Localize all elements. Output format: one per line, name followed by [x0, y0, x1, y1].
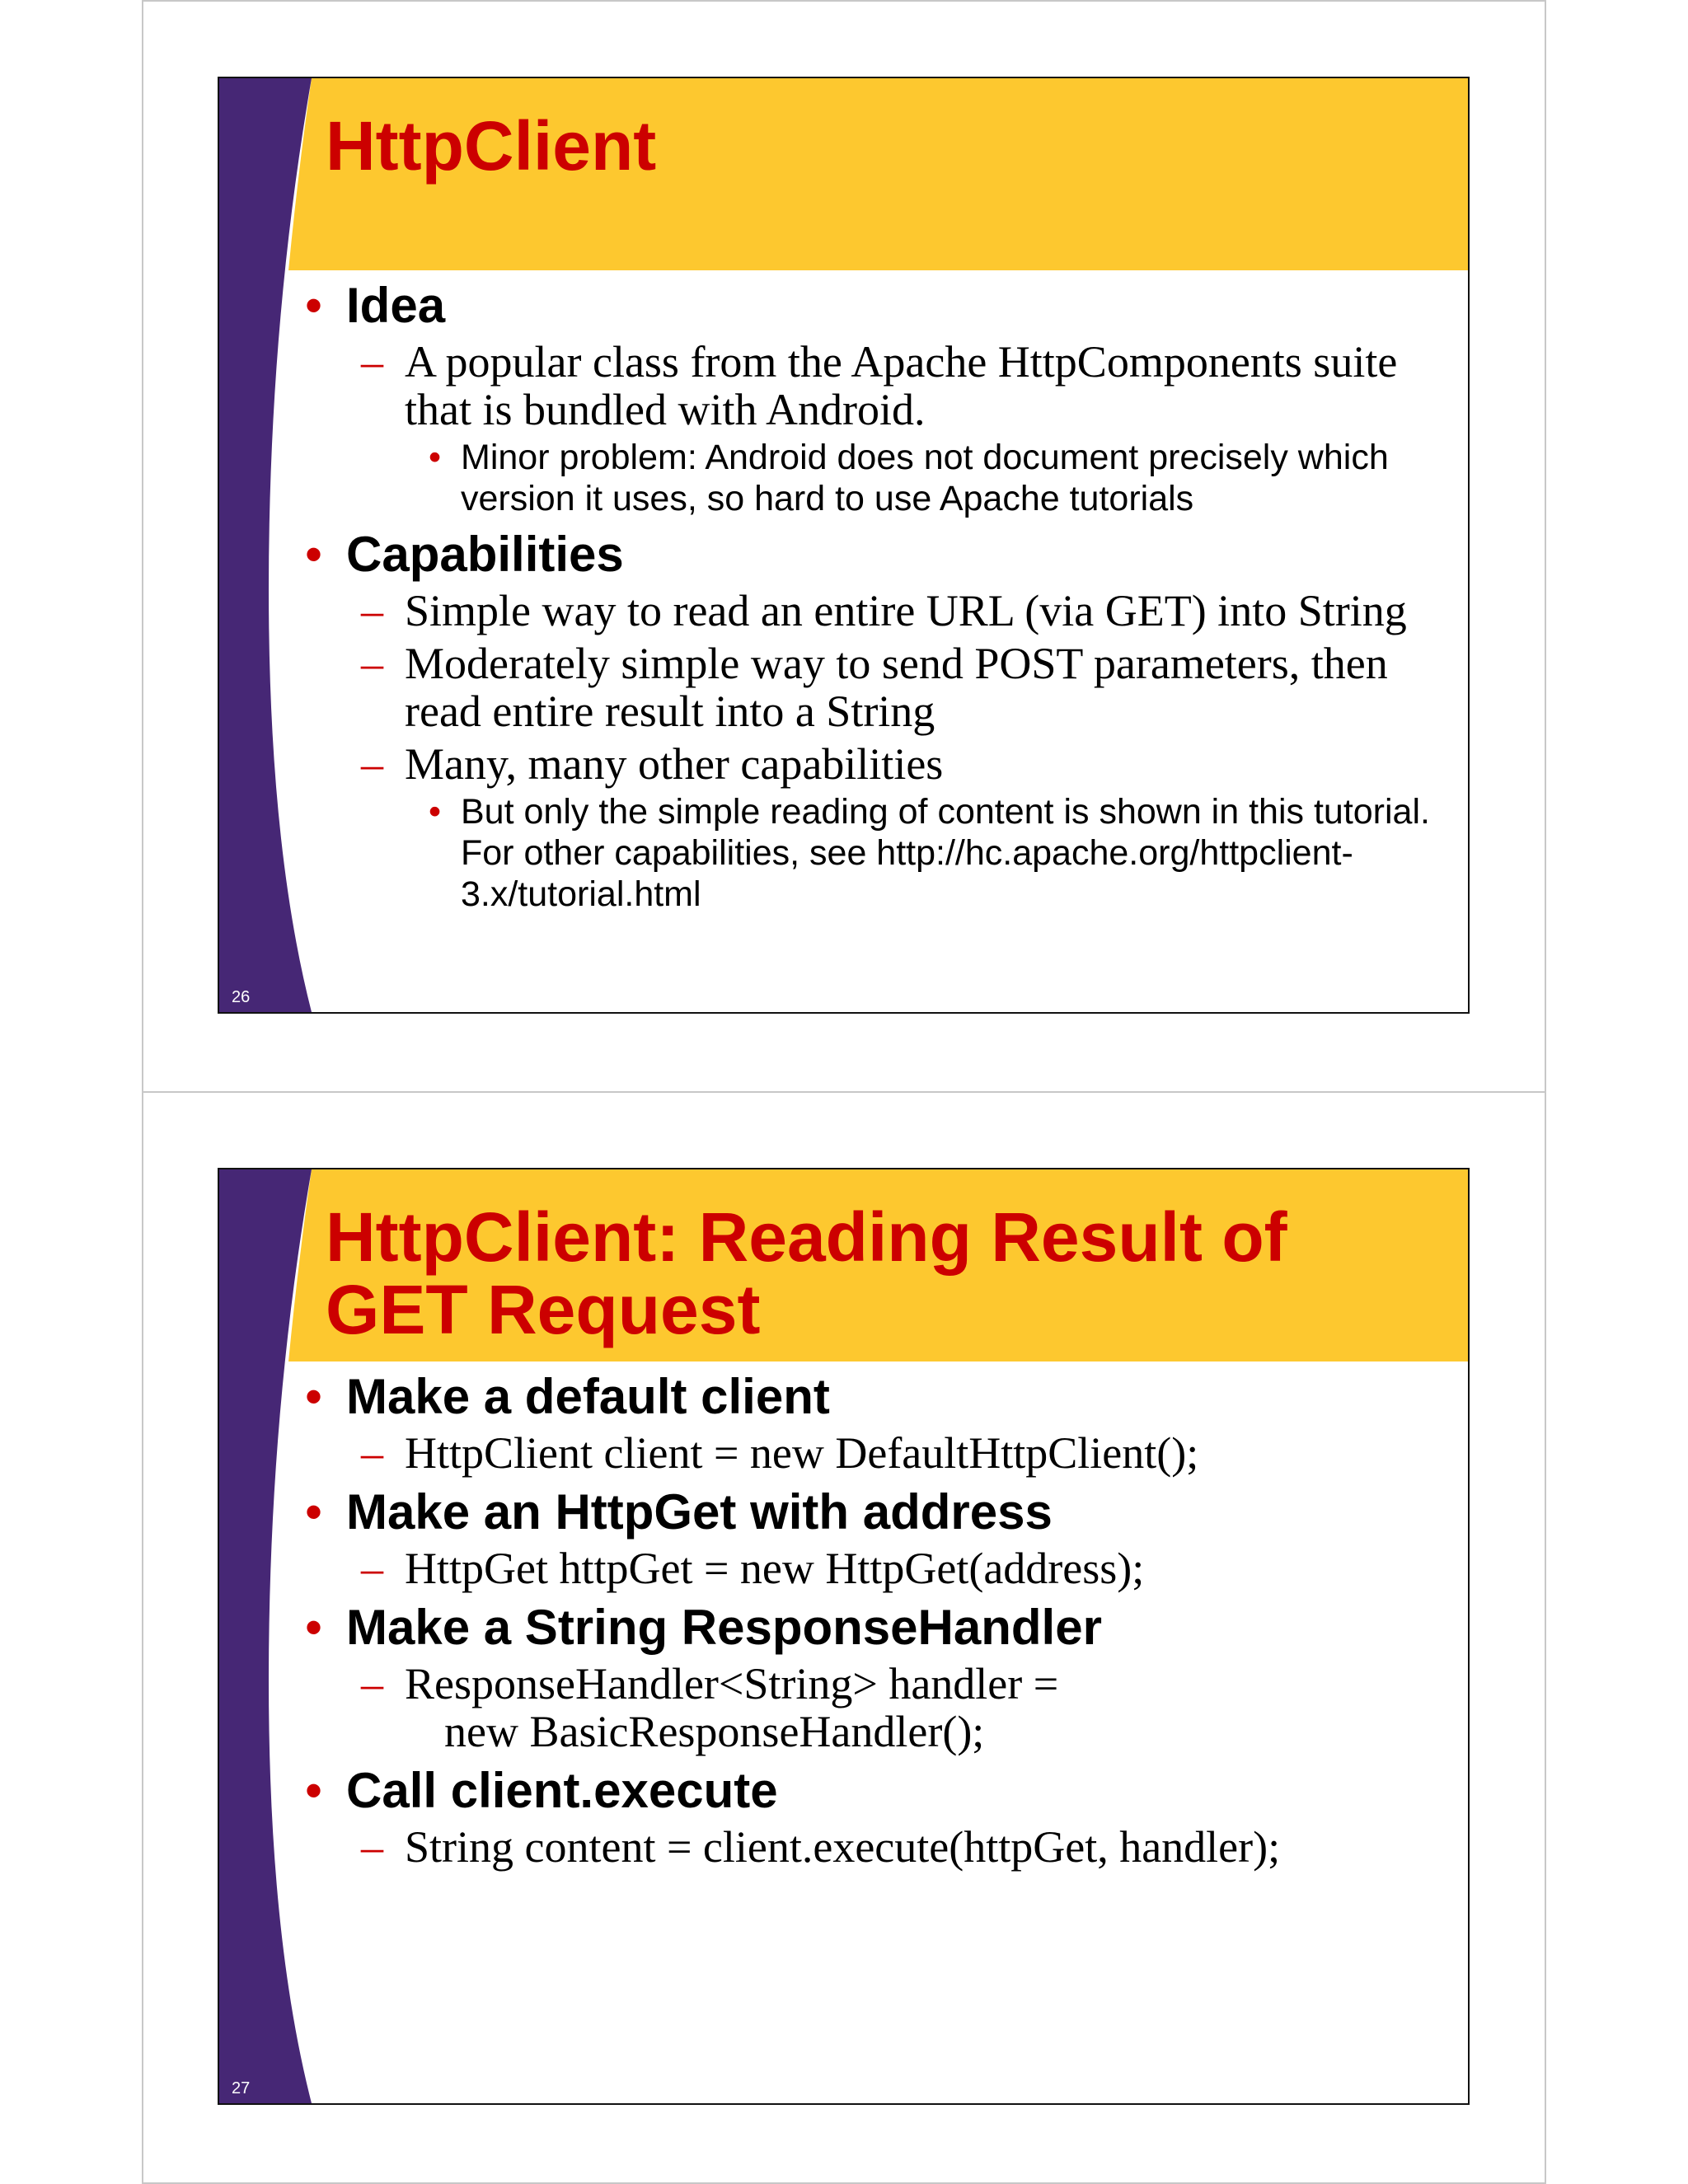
- code-continuation: new BasicResponseHandler();: [444, 1707, 985, 1756]
- dash-icon: –: [361, 639, 383, 688]
- sub-sub-bullet-text: Minor problem: Android does not document precisely which version it uses, so hard to use Apache tutorials: [461, 438, 1389, 518]
- code-line: [302, 1544, 1456, 1592]
- bullet-dot-icon: •: [305, 1763, 323, 1818]
- sub-bullet: [302, 338, 1456, 434]
- bullet-dot-icon: •: [429, 438, 442, 477]
- bullet-text: Make an HttpGet with address: [346, 1484, 1053, 1540]
- sub-sub-bullet: [302, 791, 1456, 915]
- sub-bullet-text: Many, many other capabilities: [405, 739, 944, 789]
- slide-title: HttpClient: [326, 107, 657, 185]
- sub-bullet: [302, 587, 1456, 635]
- bullet: [302, 1370, 1456, 1424]
- dash-icon: –: [361, 739, 383, 789]
- sub-sub-bullet: [302, 437, 1456, 519]
- dash-icon: –: [361, 1659, 383, 1708]
- bullet-text: Idea: [346, 278, 446, 333]
- code-text: HttpGet httpGet = new HttpGet(address);: [405, 1544, 1145, 1593]
- bullet-text: Make a String ResponseHandler: [346, 1600, 1102, 1655]
- slide: [218, 77, 1470, 1014]
- bullet-dot-icon: •: [305, 527, 323, 582]
- dash-icon: –: [361, 1544, 383, 1593]
- slide-body: [302, 1370, 1456, 1871]
- sub-bullet-text: A popular class from the Apache HttpComponents suite that is bundled with Android.: [405, 337, 1398, 434]
- sub-bullet: [302, 740, 1456, 788]
- bullet: [302, 1764, 1456, 1818]
- bullet-dot-icon: •: [305, 1600, 323, 1655]
- dash-icon: –: [361, 1822, 383, 1872]
- bullet-dot-icon: •: [305, 1484, 323, 1540]
- bullet-text: Capabilities: [346, 527, 624, 582]
- bullet: [302, 1485, 1456, 1540]
- dash-icon: –: [361, 1428, 383, 1478]
- slide-title: HttpClient: Reading Result of GET Request: [326, 1198, 1287, 1348]
- dash-icon: –: [361, 337, 383, 387]
- bullet-dot-icon: •: [305, 1369, 323, 1424]
- sub-bullet-text: Moderately simple way to send POST parameters, then read entire result into a String: [405, 639, 1388, 736]
- bullet-text: Call client.execute: [346, 1763, 778, 1818]
- bullet-text: Make a default client: [346, 1369, 830, 1424]
- bullet-idea: [302, 279, 1456, 333]
- slide-number: 26: [232, 988, 251, 1006]
- sub-bullet-text: Simple way to read an entire URL (via GET) into String: [405, 586, 1407, 635]
- code-line: [302, 1660, 1456, 1755]
- code-text: HttpClient client = new DefaultHttpClient();: [405, 1428, 1199, 1478]
- slide-number: 27: [232, 2079, 251, 2097]
- slide: [218, 1168, 1470, 2105]
- code-text: ResponseHandler<String> handler =: [405, 1659, 1059, 1708]
- dash-icon: –: [361, 586, 383, 635]
- code-text: String content = client.execute(httpGet, handler);: [405, 1822, 1281, 1872]
- slide-body: [302, 279, 1456, 915]
- code-line: [302, 1823, 1456, 1871]
- bullet-capabilities: [302, 527, 1456, 582]
- code-line: [302, 1429, 1456, 1477]
- sub-sub-bullet-text: But only the simple reading of content is shown in this tutorial. For other capabilities, see http://hc.apache.org/httpclient-3.x/tutorial.html: [461, 792, 1430, 914]
- bullet: [302, 1601, 1456, 1655]
- sub-bullet: [302, 640, 1456, 735]
- bullet-dot-icon: •: [429, 792, 442, 832]
- bullet-dot-icon: •: [305, 278, 323, 333]
